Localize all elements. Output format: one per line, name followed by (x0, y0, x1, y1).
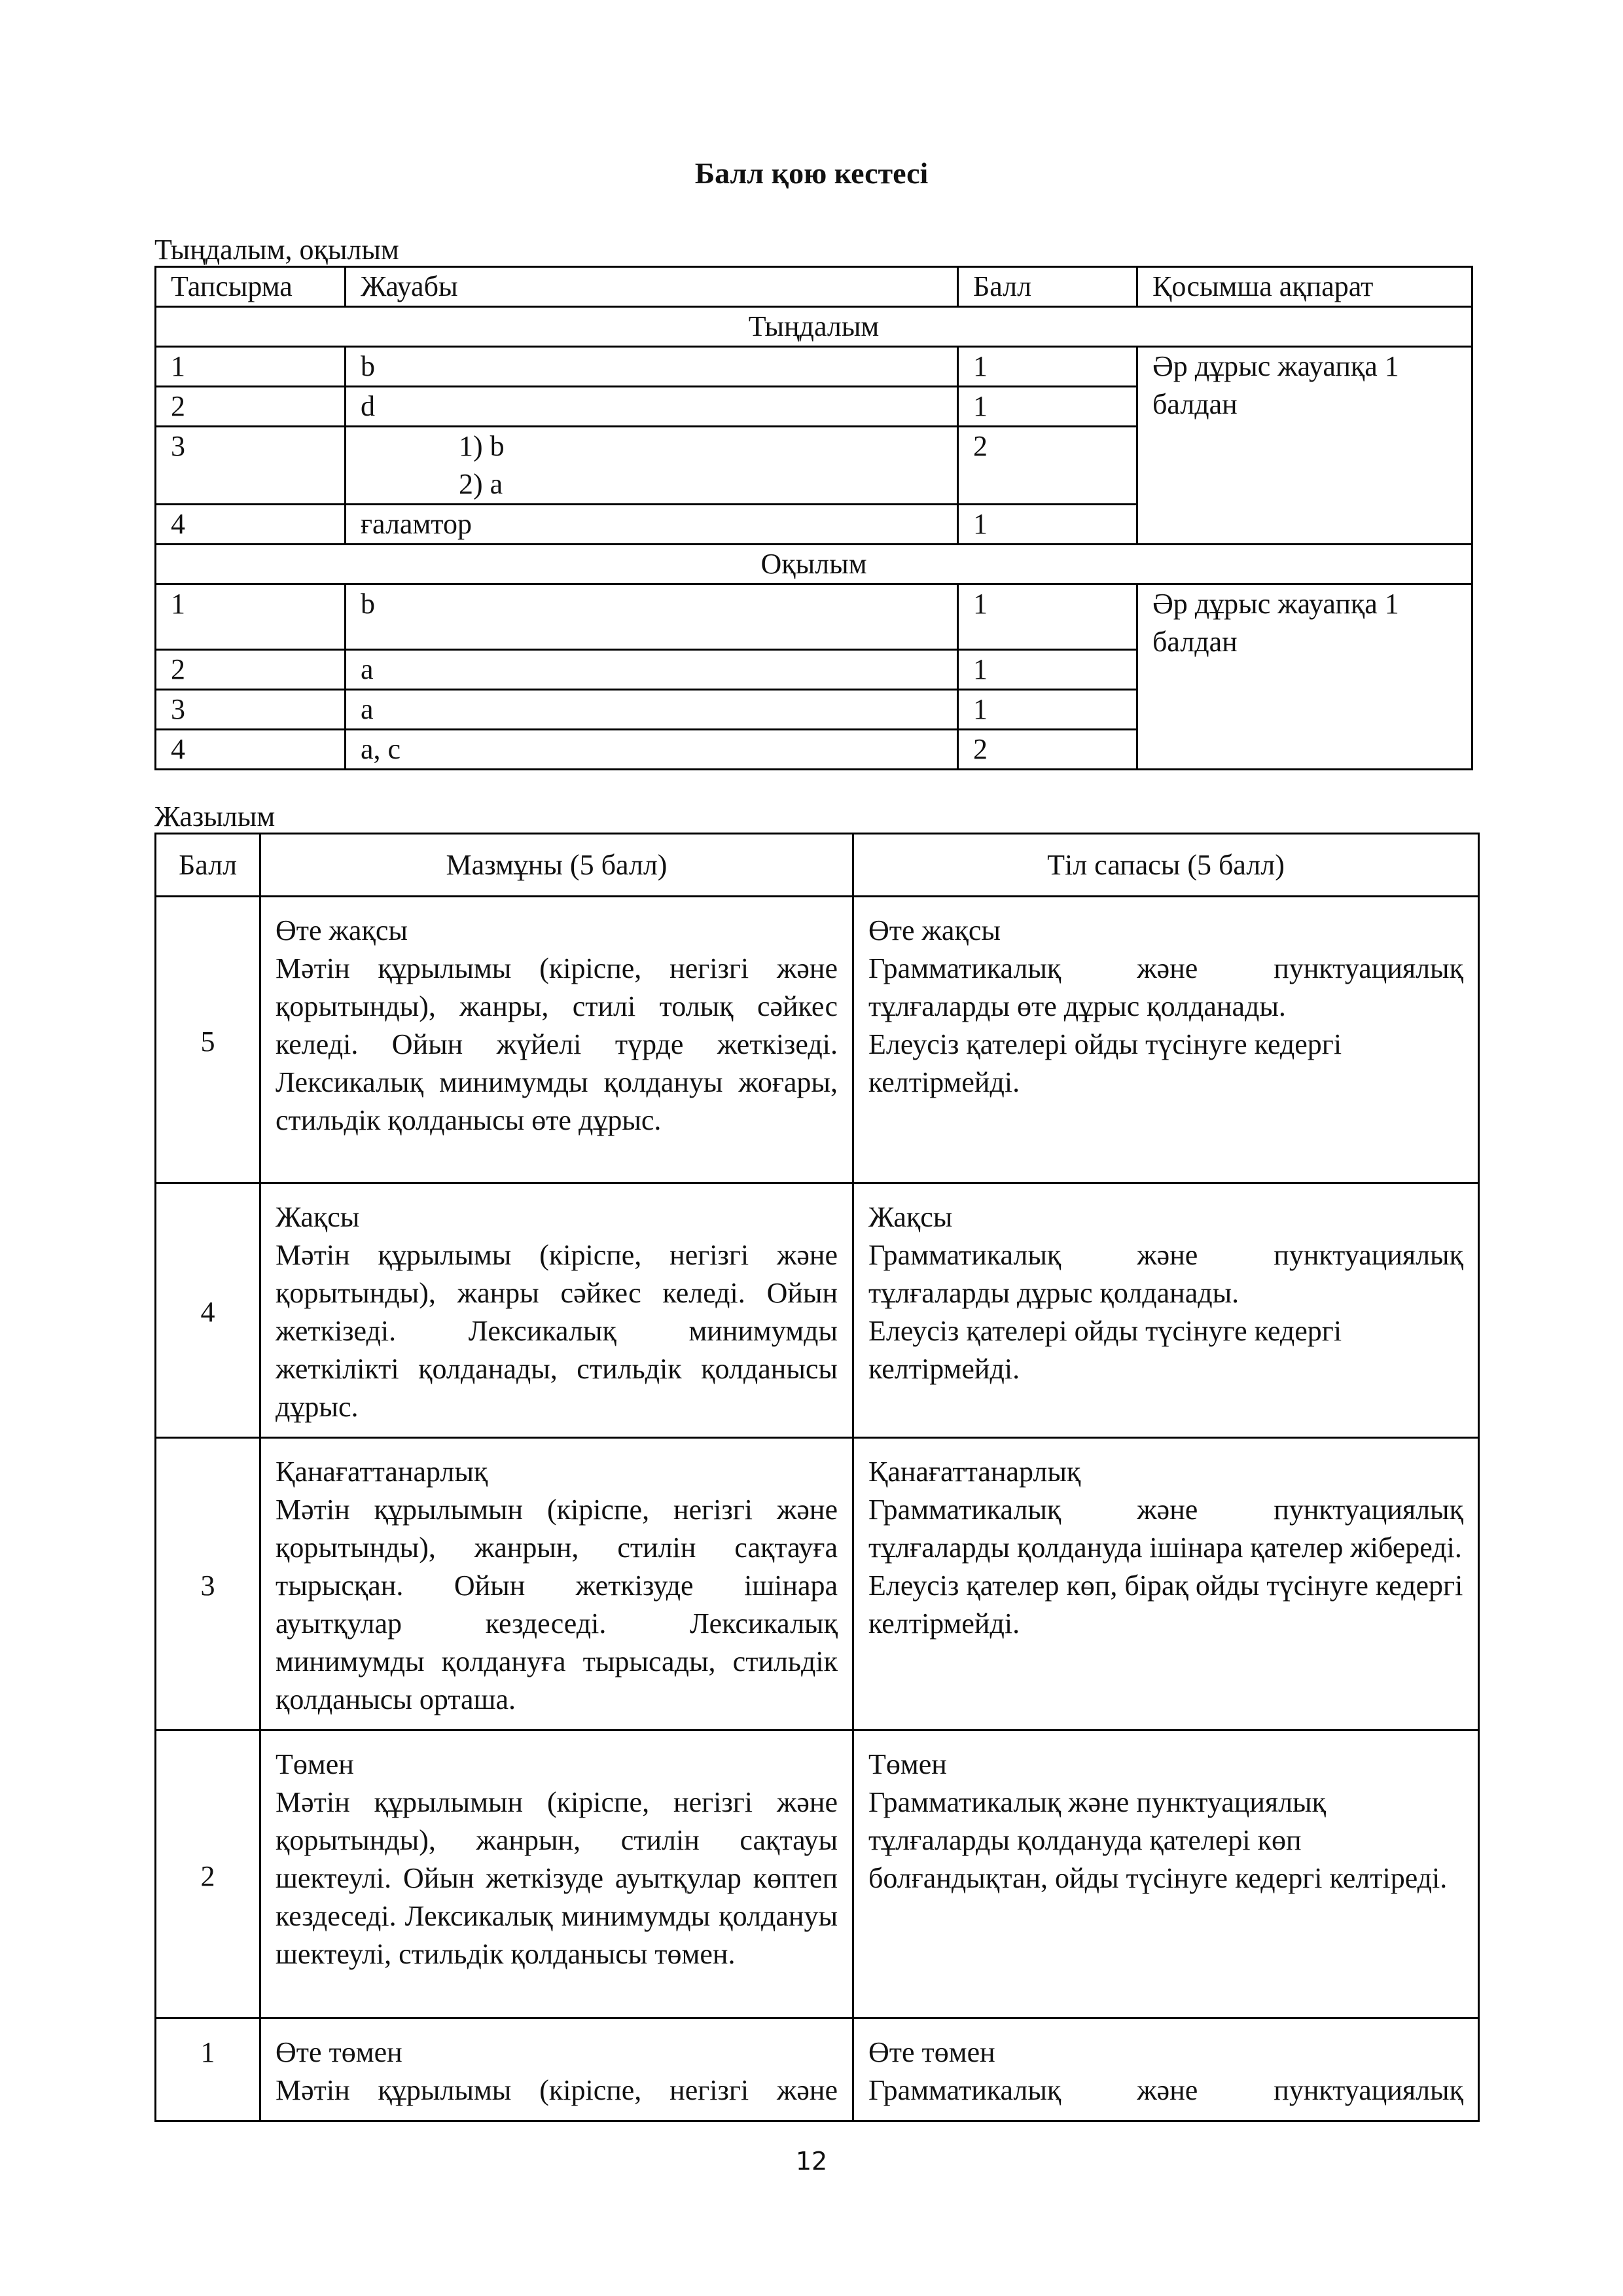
score: 1 (958, 347, 1137, 387)
score: 3 (156, 1438, 260, 1731)
language-criteria (853, 897, 1479, 1183)
table-row (156, 584, 1472, 650)
score: 1 (958, 387, 1137, 427)
score: 2 (958, 730, 1137, 770)
score: 4 (156, 1183, 260, 1438)
page-title: Балл қою кестесі (694, 156, 929, 190)
task-number: 1 (156, 347, 346, 387)
table-row (156, 897, 1479, 1183)
level-title: Қанағаттанарлық (276, 1456, 488, 1488)
language-criteria (853, 1438, 1479, 1731)
header-language-quality: Тіл сапасы (5 балл) (853, 834, 1479, 897)
header-score: Балл (958, 267, 1137, 307)
task-number: 3 (156, 427, 346, 505)
criteria-extra-text: Елеусіз қателері ойды түсінуге кедергі келтірмейді. (868, 1028, 1342, 1098)
header-answer: Жауабы (346, 267, 958, 307)
section-title-reading: Оқылым (156, 545, 1472, 584)
content-criteria (260, 1438, 853, 1731)
writing-rubric-table (154, 833, 1480, 2122)
section-row-listening (156, 307, 1472, 347)
table-header-row (156, 834, 1479, 897)
answer: ғаламтор (346, 505, 958, 545)
answer-line: 2) a (459, 468, 503, 500)
criteria-text: Мәтін құрылымы (кіріспе, негізгі және (276, 2074, 838, 2106)
level-title: Өте жақсы (276, 914, 408, 946)
table-row (156, 347, 1472, 387)
listening-reading-table (154, 266, 1473, 770)
criteria-extra-text: Елеусіз қателері ойды түсінуге кедергі келтірмейді. (868, 1315, 1342, 1385)
answer: b (346, 584, 958, 650)
answer: a, c (346, 730, 958, 770)
answer-line: 1) b (459, 430, 505, 462)
criteria-text: Грамматикалық және пунктуациялық тұлғаларды өте дұрыс қолданады. (868, 952, 1463, 1022)
note-reading: Әр дұрыс жауапқа 1 балдан (1137, 584, 1472, 770)
answer (346, 427, 958, 505)
score: 1 (156, 2018, 260, 2121)
level-title: Жақсы (276, 1201, 360, 1233)
task-number: 2 (156, 650, 346, 690)
score: 1 (958, 584, 1137, 650)
criteria-text: Грамматикалық және пунктуациялық (868, 2074, 1463, 2106)
criteria-text: Грамматикалық және пунктуациялық тұлғаларды қолдануда ішінара қателер жібереді. (868, 1494, 1463, 1564)
table-row (156, 1731, 1479, 2018)
task-number: 4 (156, 505, 346, 545)
table-row (156, 1183, 1479, 1438)
content-criteria (260, 2018, 853, 2121)
criteria-text: Мәтін құрылымы (кіріспе, негізгі және қорытынды), жанры сәйкес келеді. Ойын жеткізеді. Лексикалық минимумды жеткілікті қолданады, стильдік қолданысы дұрыс. (276, 1239, 838, 1423)
level-title: Қанағаттанарлық (868, 1456, 1081, 1488)
level-title: Өте жақсы (868, 914, 1001, 946)
criteria-text: Мәтін құрылымын (кіріспе, негізгі және қорытынды), жанрын, стилін сақтауға тырысқан. Ойын жеткізуде ішінара ауытқулар кездеседі. Лексикалық минимумды қолдануға тырысады, стильдік қолданысы орташа. (276, 1494, 838, 1715)
score: 1 (958, 505, 1137, 545)
language-criteria (853, 1731, 1479, 2018)
header-task: Тапсырма (156, 267, 346, 307)
score: 2 (958, 427, 1137, 505)
header-additional-info: Қосымша ақпарат (1137, 267, 1472, 307)
level-title: Өте төмен (276, 2036, 402, 2068)
section-label-writing: Жазылым (154, 800, 276, 833)
task-number: 3 (156, 690, 346, 730)
content-criteria (260, 1183, 853, 1438)
language-criteria (853, 1183, 1479, 1438)
answer: a (346, 690, 958, 730)
table-row (156, 2018, 1479, 2121)
level-title: Жақсы (868, 1201, 953, 1233)
content-criteria (260, 1731, 853, 2018)
table-row (156, 1438, 1479, 1731)
page-number: 12 (795, 2147, 828, 2176)
answer: d (346, 387, 958, 427)
answer: a (346, 650, 958, 690)
header-content: Мазмұны (5 балл) (260, 834, 853, 897)
task-number: 2 (156, 387, 346, 427)
score: 1 (958, 690, 1137, 730)
level-title: Төмен (276, 1748, 354, 1780)
section-label-listening-reading: Тыңдалым, оқылым (154, 234, 399, 266)
level-title: Өте төмен (868, 2036, 995, 2068)
task-number: 4 (156, 730, 346, 770)
section-row-reading (156, 545, 1472, 584)
criteria-text: Мәтін құрылымы (кіріспе, негізгі және қорытынды), жанры, стилі толық сәйкес келеді. Ойын жүйелі түрде жеткізеді. Лексикалық минимумды қолдануы жоғары, стильдік қолданысы өте дұрыс. (276, 952, 838, 1136)
content-criteria (260, 897, 853, 1183)
header-score: Балл (156, 834, 260, 897)
criteria-text: Мәтін құрылымын (кіріспе, негізгі және қорытынды), жанрын, стилін сақтауы шектеулі. Ойын жеткізуде ауытқулар көптеп кездеседі. Лексикалық минимумды қолдануы шектеулі, стильдік қолданысы төмен. (276, 1786, 838, 1970)
level-title: Төмен (868, 1748, 947, 1780)
answer: b (346, 347, 958, 387)
task-number: 1 (156, 584, 346, 650)
language-criteria (853, 2018, 1479, 2121)
score: 5 (156, 897, 260, 1183)
score: 1 (958, 650, 1137, 690)
criteria-text: Грамматикалық және пунктуациялық тұлғаларды дұрыс қолданады. (868, 1239, 1463, 1309)
score: 2 (156, 1731, 260, 2018)
criteria-text: Грамматикалық және пунктуациялық тұлғаларды қолдануда қателері көп болғандықтан, ойды түсінуге кедергі келтіреді. (868, 1786, 1448, 1894)
note-listening: Әр дұрыс жауапқа 1 балдан (1137, 347, 1472, 545)
criteria-extra-text: Елеусіз қателер көп, бірақ ойды түсінуге кедергі келтірмейді. (868, 1570, 1463, 1640)
section-title-listening: Тыңдалым (156, 307, 1472, 347)
table-header-row (156, 267, 1472, 307)
